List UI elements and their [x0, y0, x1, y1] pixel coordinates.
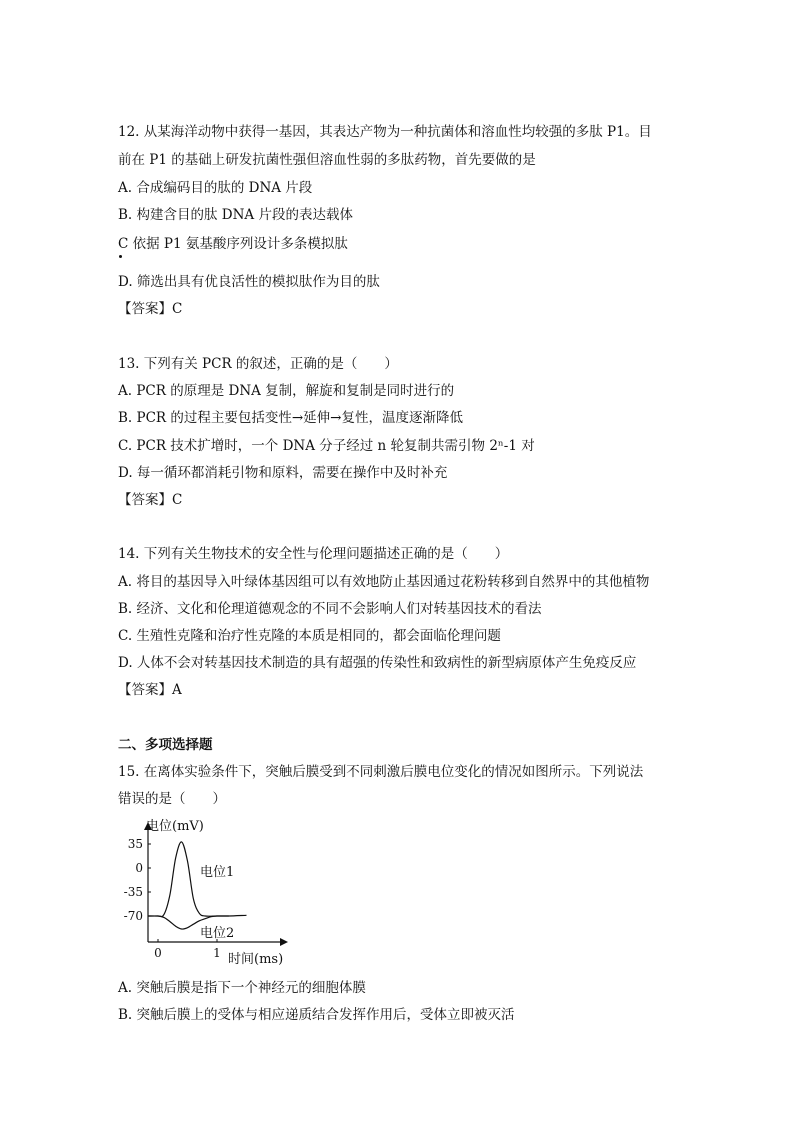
q14-stem: 14. 下列有关生物技术的安全性与伦理问题描述正确的是（ ） [118, 546, 509, 562]
q12-option-a: A. 合成编码目的肽的 DNA 片段 [118, 180, 313, 196]
q15-option-a: A. 突触后膜是指下一个神经元的细胞体膜 [118, 980, 366, 996]
membrane-potential-chart [118, 814, 293, 974]
q13-option-a: A. PCR 的原理是 DNA 复制，解旋和复制是同时进行的 [118, 383, 455, 399]
x-tick-label: 1 [213, 946, 221, 960]
q12-option-c: C 依据 P1 氨基酸序列设计多条模拟肽 [118, 236, 348, 252]
q14-answer: 【答案】A [118, 682, 182, 698]
y-tick-label: 35 [127, 837, 143, 851]
q14-option-b: B. 经济、文化和伦理道德观念的不同不会影响人们对转基因技术的看法 [118, 601, 542, 617]
q15-stem-line2: 错误的是（ ） [118, 791, 226, 807]
q13-stem: 13. 下列有关 PCR 的叙述，正确的是（ ） [118, 356, 398, 372]
q14-option-d: D. 人体不会对转基因技术制造的具有超强的传染性和致病性的新型病原体产生免疫反应 [118, 655, 637, 671]
q12-stem-line2: 前在 P1 的基础上研发抗菌性强但溶血性弱的多肽药物，首先要做的是 [118, 152, 536, 168]
q14-option-c: C. 生殖性克隆和治疗性克隆的本质是相同的，都会面临伦理问题 [118, 628, 501, 644]
chart-series [148, 842, 247, 929]
q12-answer: 【答案】C [118, 301, 183, 317]
q13-option-c: C. PCR 技术扩增时，一个 DNA 分子经过 n 轮复制共需引物 2ⁿ-1 对 [118, 438, 535, 454]
q13-answer: 【答案】C [118, 492, 183, 508]
q12-option-d: D. 筛选出具有优良活性的模拟肽作为目的肽 [118, 274, 380, 290]
series-label-potential-2: 电位2 [200, 926, 235, 941]
q12-stem-line1: 12. 从某海洋动物中获得一基因，其表达产物为一种抗菌体和溶血性均较强的多肽 P1。目 [118, 124, 652, 140]
x-tick-label: 0 [154, 946, 162, 960]
y-axis-label: 电位(mV) [146, 819, 204, 834]
q14-option-a: A. 将目的基因导入叶绿体基因组可以有效地防止基因通过花粉转移到自然界中的其他植物 [118, 574, 650, 590]
y-tick-label: 0 [135, 861, 143, 875]
series-label-potential-1: 电位1 [200, 865, 235, 880]
q13-option-d: D. 每一循环都消耗引物和原料，需要在操作中及时补充 [118, 465, 448, 481]
option-c-dot [119, 255, 122, 258]
section-title: 二、多项选择题 [118, 737, 213, 753]
q15-option-b: B. 突触后膜上的受体与相应递质结合发挥作用后，受体立即被灭活 [118, 1007, 515, 1023]
q12-option-b: B. 构建含目的肽 DNA 片段的表达载体 [118, 207, 353, 223]
q15-stem-line1: 15. 在离体实验条件下，突触后膜受到不同刺激后膜电位变化的情况如图所示。下列说法 [118, 764, 644, 780]
y-tick-label: -35 [123, 885, 143, 899]
x-axis-label: 时间(ms) [228, 952, 284, 967]
y-tick-label: -70 [123, 909, 143, 923]
x-axis-arrow [280, 938, 288, 946]
q13-option-b: B. PCR 的过程主要包括变性→延伸→复性，温度逐渐降低 [118, 410, 463, 426]
